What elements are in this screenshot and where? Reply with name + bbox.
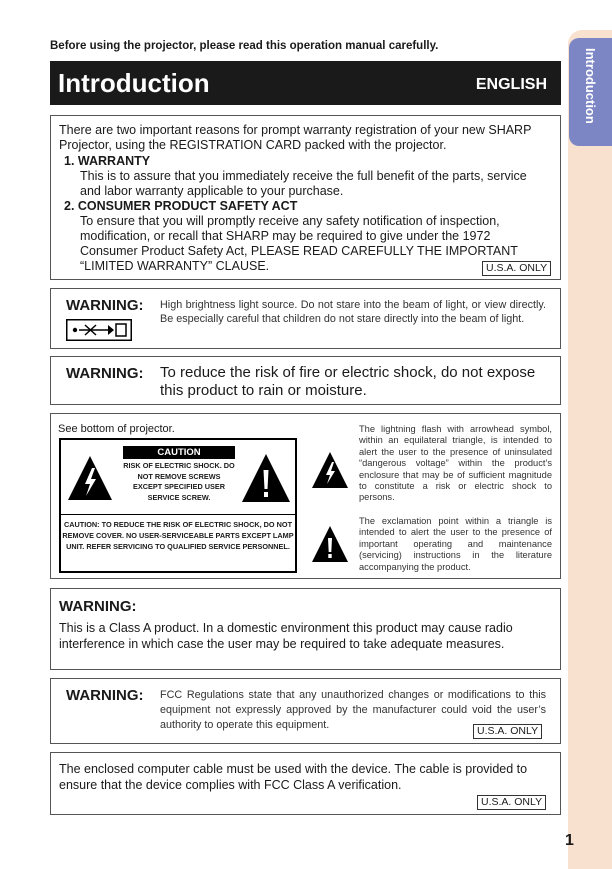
lightning-symbol-icon: [311, 450, 349, 490]
warning-label: WARNING:: [66, 297, 144, 314]
warning-label: WARNING:: [66, 365, 144, 382]
caution-box: [50, 413, 561, 579]
warranty-text: This is to assure that you immediately receive the full benefit of the parts, service and labor warranty applicable to your purchase.: [80, 169, 527, 198]
see-bottom-note: See bottom of projector.: [58, 423, 175, 435]
lightning-explanation: The lightning flash with arrowhead symbol, within an equilateral triangle, is intended to alert the user to the presence of uninsulated “dangerous voltage” within the product’s enclosure that may be of sufficient magnitude to constitute a risk or electric shock to persons.: [359, 424, 552, 503]
caution-body: RISK OF ELECTRIC SHOCK. DO NOT REMOVE SCREWS EXCEPT SPECIFIED USER SERVICE SCREW.: [123, 461, 235, 502]
section-tab-label: Introduction: [583, 48, 598, 124]
warranty-box: [50, 115, 561, 280]
warranty-intro: There are two important reasons for prompt warranty registration of your new SHARP Projector, using the REGISTRATION CARD packed with the projector.: [59, 123, 532, 152]
page-number: 1: [565, 832, 574, 849]
exclamation-explanation: The exclamation point within a triangle is intended to alert the user to the presence of important operating and maintenance (servicing) instructions in the literature accompanying the product.: [359, 516, 552, 572]
top-note: Before using the projector, please read this operation manual carefully.: [50, 40, 439, 52]
class-a-warning-box: [50, 588, 561, 670]
no-stare-icon: [66, 319, 132, 341]
caution-header: CAUTION: [123, 446, 235, 459]
usa-only-badge: U.S.A. ONLY: [473, 724, 542, 739]
lightning-triangle-icon: [67, 454, 113, 502]
warning-label: WARNING:: [59, 598, 137, 615]
fire-warning-text: To reduce the risk of fire or electric shock, do not expose this product to rain or moisture.: [160, 364, 536, 399]
light-warning-box: [50, 288, 561, 349]
class-a-warning-text: This is a Class A product. In a domestic environment this product may cause radio interference in which case the user may be required to take adequate measures.: [59, 621, 513, 651]
caution-label: [59, 438, 297, 573]
light-warning-text: High brightness light source. Do not stare into the beam of light, or view directly. Be especially careful that children do not stare directly into the beam of light.: [160, 299, 546, 325]
cable-notice-text: The enclosed computer cable must be used with the device. The cable is provided to ensure that the device complies with FCC Class A verification.: [59, 762, 528, 792]
side-band: [568, 30, 612, 869]
fire-warning-box: [50, 356, 561, 405]
safety-act-heading: 2. CONSUMER PRODUCT SAFETY ACT: [64, 199, 298, 213]
fcc-warning-text: FCC Regulations state that any unauthorized changes or modifications to this equipment not expressly approved by the manufacturer could void the user’s authority to operate this equipment.: [160, 689, 546, 731]
exclamation-symbol-icon: [311, 524, 349, 564]
exclamation-triangle-icon: [241, 452, 291, 504]
cable-notice-box: [50, 752, 561, 815]
fcc-warning-box: [50, 678, 561, 744]
language-label: ENGLISH: [475, 76, 547, 93]
warranty-heading: 1. WARRANTY: [64, 154, 151, 168]
usa-only-badge: U.S.A. ONLY: [477, 795, 546, 810]
safety-act-text: To ensure that you will promptly receive any safety notification of inspection, modification, or recall that SHARP may be required to give under the 1972 Consumer Product Safety Act, PLEASE READ CAREFULLY THE IMPORTANT “LIMITED WARRANTY” CLAUSE.: [80, 214, 518, 273]
title-bar: [50, 61, 561, 105]
page-title: Introduction: [58, 68, 210, 98]
usa-only-badge: U.S.A. ONLY: [482, 261, 551, 276]
warning-label: WARNING:: [66, 687, 144, 704]
caution-bottom-text: CAUTION: TO REDUCE THE RISK OF ELECTRIC SHOCK, DO NOT REMOVE COVER. NO USER-SERVICEABLE PARTS EXCEPT LAMP UNIT. REFER SERVICING TO QUALIFIED SERVICE PERSONNEL.: [61, 514, 295, 571]
